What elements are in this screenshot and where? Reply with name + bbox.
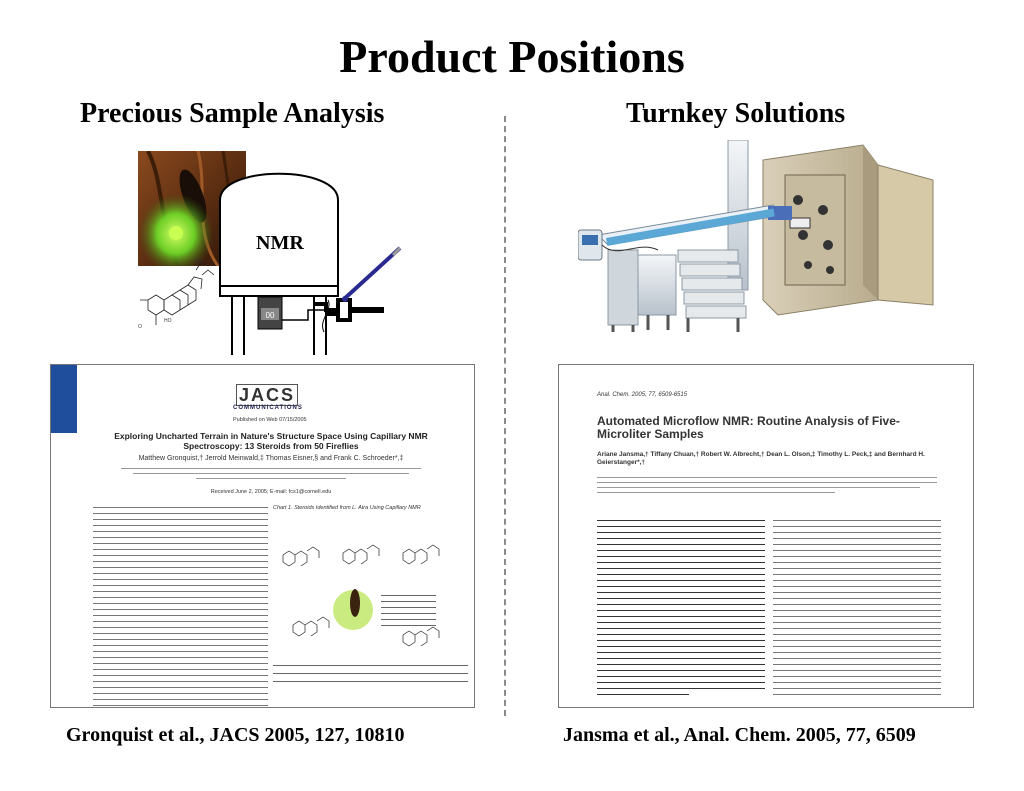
svg-text:O: O (138, 324, 142, 330)
jacs-logo: JACS (236, 385, 298, 406)
left-citation: Gronquist et al., JACS 2005, 127, 10810 (66, 724, 405, 746)
svg-text:00: 00 (265, 311, 275, 320)
paper-authors: Ariane Jansma,† Tiffany Chuan,† Robert W. Albrecht,† Dean L. Olson,‡ Timothy L. Peck,‡ and Bernhard H. Geierstanger*,† (597, 451, 925, 466)
robotic-nmr-system-photo (578, 140, 958, 335)
abstract-column (597, 520, 765, 700)
left-heading: Precious Sample Analysis (80, 98, 385, 129)
body-text-column (773, 520, 941, 700)
published-line: Published on Web 07/15/2005 (233, 417, 307, 423)
column-divider (504, 116, 506, 716)
paper-title: Exploring Uncharted Terrain in Nature's Structure Space Using Capillary NMR Spectroscopy: 13 Steroids from 50 Fireflies (114, 431, 428, 451)
paper-title: Automated Microflow NMR: Routine Analysis of Five-Microliter Samples (597, 414, 900, 441)
steroid-structures-figure (273, 515, 468, 685)
affiliation-block (121, 468, 421, 485)
affiliation-block (597, 477, 937, 499)
body-text-column (93, 507, 268, 708)
analchem-paper-thumbnail (558, 364, 974, 708)
page-title: Product Positions (339, 31, 685, 82)
jacs-subtitle: COMMUNICATIONS (233, 405, 303, 411)
right-citation: Jansma et al., Anal. Chem. 2005, 77, 6509 (563, 724, 916, 746)
right-heading: Turnkey Solutions (626, 98, 846, 129)
svg-text:HO: HO (164, 318, 172, 324)
chart-label: Chart 1. Steroids Identified from L. Atra Using Capillary NMR (273, 505, 421, 511)
svg-text:OH: OH (194, 259, 202, 265)
nmr-magnet-illustration (138, 160, 418, 360)
received-line: Received June 2, 2005; E-mail: fcs1@cornell.edu (210, 489, 332, 495)
paper-authors: Matthew Gronquist,† Jerrold Meinwald,‡ Thomas Eisner,§ and Frank C. Schroeder*,‡ (138, 455, 404, 462)
jacs-paper-thumbnail (50, 364, 475, 708)
journal-color-bar (51, 365, 77, 433)
nmr-label: NMR (256, 232, 304, 254)
journal-line: Anal. Chem. 2005, 77, 6509-6515 (597, 392, 688, 398)
